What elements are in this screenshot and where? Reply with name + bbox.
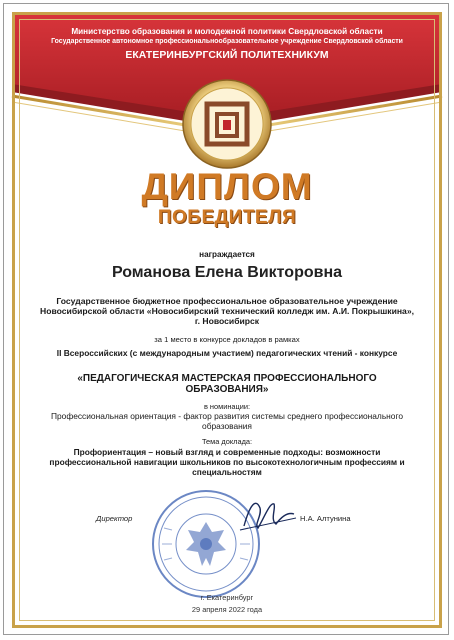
place-text: за 1 место в конкурсе докладов в рамках — [154, 335, 300, 344]
recipient-name: Романова Елена Викторовна — [111, 264, 343, 281]
topic-text: Профориентация – новый взгляд и современные подходы: возможности профессиональной навигации школьников по высокотехнологичным профессиям и специальностям — [49, 447, 405, 477]
director-signature-icon — [236, 494, 300, 534]
conference-title: «ПЕДАГОГИЧЕСКАЯ МАСТЕРСКАЯ ПРОФЕССИОНАЛЬНОГО ОБРАЗОВАНИЯ» — [77, 373, 377, 395]
diploma-subtitle: ПОБЕДИТЕЛЯ — [157, 207, 297, 228]
topic-label: Тема доклада: — [201, 437, 253, 446]
nomination-text: Профессиональная ориентация - фактор развития системы среднего профессионального образования — [50, 411, 403, 431]
awarded-label: награждается — [199, 250, 255, 259]
header-ministry: Министерство образования и молодежной политики Свердловской области — [71, 27, 383, 36]
conference-name: II Всероссийских (с международным участием) педагогических чтений - конкурсе — [56, 348, 398, 358]
header-college: ЕКАТЕРИНБУРГСКИЙ ПОЛИТЕХНИКУМ — [125, 50, 329, 61]
college-logo-icon — [181, 78, 273, 170]
header-institution: Государственное автономное профессиональнообразовательное учреждение Свердловской области — [51, 38, 403, 45]
issue-date: 29 апреля 2022 года — [191, 605, 263, 614]
diploma-title: ДИПЛОМ — [141, 166, 313, 207]
recipient-organization: Государственное бюджетное профессиональное образовательное учреждение Новосибирской области «Новосибирский технический колледж им. А.И. Покрышкина», г. Новосибирск — [40, 296, 414, 326]
signer-role: Директор — [96, 514, 133, 523]
signer-name: Н.А. Алтунина — [300, 514, 351, 523]
issue-city: г. Екатеринбург — [200, 593, 254, 602]
nomination-label: в номинации: — [203, 402, 251, 411]
